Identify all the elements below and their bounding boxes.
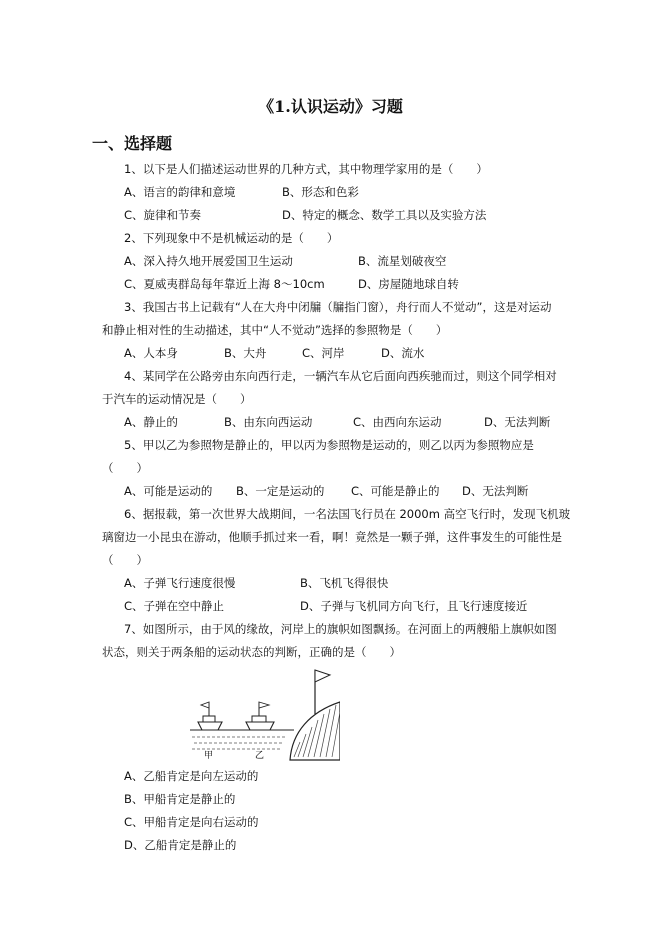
question-4-line-1: 4、某同学在公路旁由东向西行走，一辆汽车从它后面向西疾驰而过，则这个同学相对 xyxy=(124,369,557,383)
q2-option-a: A、深入持久地开展爱国卫生运动 xyxy=(124,254,293,268)
question-2-line-1: 2、下列现象中不是机械运动的是（ ） xyxy=(124,231,339,245)
q6-option-d: D、子弹与飞机同方向飞行，且飞行速度接近 xyxy=(300,599,528,613)
question-5-line-2: （ ） xyxy=(102,461,148,475)
q1-option-b: B、形态和色彩 xyxy=(282,185,359,199)
q7-option-c: C、甲船肯定是向右运动的 xyxy=(124,815,259,829)
q7-option-b: B、甲船肯定是静止的 xyxy=(124,792,236,806)
q5-option-d: D、无法判断 xyxy=(462,484,529,498)
page-title: 《1.认识运动》习题 xyxy=(258,97,403,116)
river-boats-figure xyxy=(190,662,340,762)
q3-option-c: C、河岸 xyxy=(302,346,345,360)
figure-label-jia: 甲 xyxy=(204,751,214,761)
question-6-line-3: （ ） xyxy=(102,553,148,567)
question-7-line-1: 7、如图所示，由于风的缘故，河岸上的旗帜如图飘扬。在河面上的两艘船上旗帜如图 xyxy=(124,622,557,636)
q4-option-a: A、静止的 xyxy=(124,415,178,429)
q4-option-c: C、由西向东运动 xyxy=(353,415,442,429)
q1-option-d: D、特定的概念、数学工具以及实验方法 xyxy=(282,208,487,222)
q5-option-c: C、可能是静止的 xyxy=(351,484,440,498)
q4-option-d: D、无法判断 xyxy=(484,415,551,429)
q6-option-b: B、飞机飞得很快 xyxy=(300,576,389,590)
question-1-line-1: 1、以下是人们描述运动世界的几种方式，其中物理学家用的是（ ） xyxy=(124,162,488,176)
q3-option-b: B、大舟 xyxy=(224,346,267,360)
q7-option-d: D、乙船肯定是静止的 xyxy=(124,838,237,852)
question-4-line-2: 于汽车的运动情况是（ ） xyxy=(102,392,252,406)
figure-label-yi: 乙 xyxy=(255,751,265,761)
q2-option-b: B、流星划破夜空 xyxy=(358,254,447,268)
q1-option-a: A、语言的韵律和意境 xyxy=(124,185,236,199)
q3-option-a: A、人本身 xyxy=(124,346,178,360)
q2-option-c: C、夏威夷群岛每年靠近上海 8～10cm xyxy=(124,277,325,291)
question-3-line-2: 和静止相对性的生动描述，其中“人不觉动”选择的参照物是（ ） xyxy=(102,323,448,337)
q6-option-c: C、子弹在空中静止 xyxy=(124,599,225,613)
q5-option-b: B、一定是运动的 xyxy=(236,484,325,498)
q1-option-c: C、旋律和节奏 xyxy=(124,208,202,222)
q4-option-b: B、由东向西运动 xyxy=(224,415,313,429)
question-7-line-2: 状态，则关于两条船的运动状态的判断，正确的是（ ） xyxy=(102,645,401,659)
section-heading: 一、选择题 xyxy=(92,134,173,153)
question-6-line-1: 6、据报载，第一次世界大战期间，一名法国飞行员在 2000m 高空飞行时，发现飞机玻 xyxy=(124,507,571,521)
question-6-line-2: 璃窗边一小昆虫在游动，他顺手抓过来一看，啊！竟然是一颗子弹，这件事发生的可能性是 xyxy=(102,530,562,544)
question-3-line-1: 3、我国古书上记载有“人在大舟中闭牖（牖指门窗），舟行而人不觉动”，这是对运动 xyxy=(124,300,552,314)
q7-option-a: A、乙船肯定是向左运动的 xyxy=(124,769,259,783)
q2-option-d: D、房屋随地球自转 xyxy=(358,277,459,291)
q3-option-d: D、流水 xyxy=(381,346,425,360)
question-5-line-1: 5、甲以乙为参照物是静止的，甲以丙为参照物是运动的，则乙以丙为参照物应是 xyxy=(124,438,534,452)
q6-option-a: A、子弹飞行速度很慢 xyxy=(124,576,236,590)
q5-option-a: A、可能是运动的 xyxy=(124,484,213,498)
